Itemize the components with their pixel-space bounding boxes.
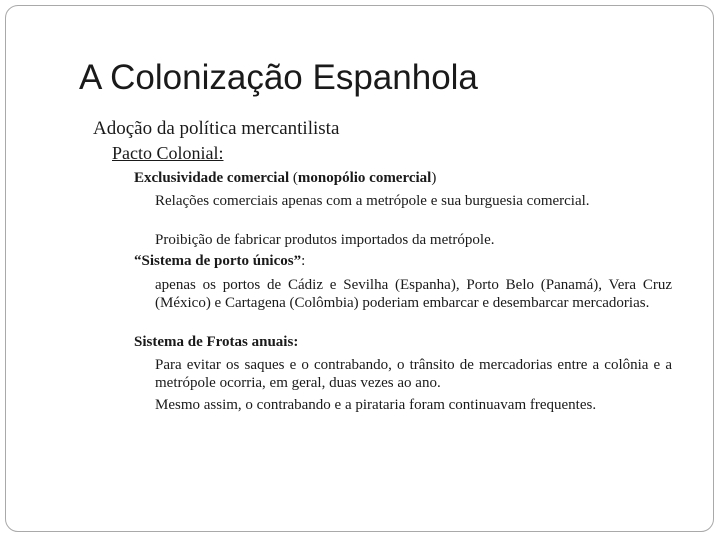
bullet-para-evitar (141, 356, 672, 392)
bold-text: Sistema de Frotas anuais: (134, 334, 299, 350)
bullet-text (119, 170, 436, 187)
bullet-text: Para evitar os saques e o contrabando, o trânsito de mercadorias entre a colônia e a metrópole ocorria, em geral, duas vezes ao ano. (155, 357, 672, 391)
paren-close: ) (431, 170, 437, 186)
bold-text: monopólio comercial (297, 170, 432, 186)
bullet-text (119, 253, 305, 270)
bullet-exclusividade (119, 170, 436, 187)
colon: : (301, 253, 306, 269)
bullet-pacto-colonial (98, 143, 224, 164)
slide-title: A Colonização Espanhola (79, 58, 478, 97)
bullet-text: apenas os portos de Cádiz e Sevilha (Espanha), Porto Belo (Panamá), Vera Cruz (México) e Cartagena (Colômbia) poderiam embarcar e desembarcar mercadorias. (155, 277, 672, 311)
bullet-sistema-porto (119, 253, 305, 270)
bullet-relacoes (141, 192, 672, 210)
bullet-text: Adoção da política mercantilista (93, 118, 340, 139)
bullet-sistema-frotas (119, 334, 298, 351)
bullet-portos (141, 276, 672, 312)
bullet-text: Proibição de fabricar produtos importados da metrópole. (155, 232, 495, 248)
bold-text: “Sistema de porto únicos” (134, 253, 302, 269)
bullet-text: Mesmo assim, o contrabando e a pirataria foram continuavam frequentes. (155, 397, 597, 413)
bullet-proibicao (141, 231, 672, 249)
bullet-mercantilista (78, 118, 339, 140)
bullet-mesmo-assim (141, 396, 672, 414)
bullet-text: Pacto Colonial: (112, 143, 224, 163)
paren-open: ( (289, 170, 298, 186)
bold-text: Exclusividade comercial (134, 170, 290, 186)
bullet-text: Relações comerciais apenas com a metrópole e sua burguesia comercial. (155, 193, 590, 209)
